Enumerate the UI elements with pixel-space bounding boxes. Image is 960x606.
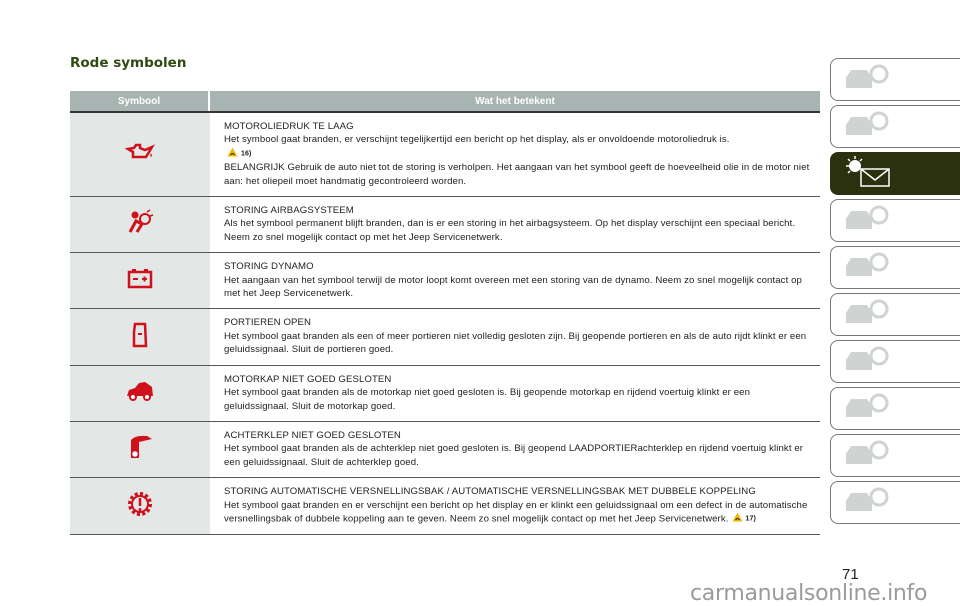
warning-heading: PORTIEREN OPEN xyxy=(224,317,312,329)
warning-reference[interactable]: 16) xyxy=(241,150,252,158)
warning-heading: MOTORKAP NIET GOED GESLOTEN xyxy=(224,373,392,385)
table-row xyxy=(70,309,820,365)
chapter-tab[interactable] xyxy=(830,293,960,336)
warning-reference[interactable]: 17) xyxy=(745,515,756,523)
chapter-tabs xyxy=(830,58,960,528)
description-cell xyxy=(210,309,820,364)
warning-text: Het symbool gaat branden, er verschijnt tegelijkertijd een bericht op het display, als er onvoldoende motoroliedruk is. xyxy=(224,134,730,146)
table-row xyxy=(70,366,820,422)
warning-text: Het symbool gaat branden en er verschijnt een bericht op het display en er klinkt een geluidssignaal om een defect in de automatische versnellingsbak of dubbele koppeling aan te geven. Neem zo snel mogelijk contact op met het Jeep Servicenetwerk. xyxy=(224,499,808,525)
warning-triangle-icon xyxy=(732,512,743,526)
warning-heading: STORING AUTOMATISCHE VERSNELLINGSBAK / AUTOMATISCHE VERSNELLINGSBAK MET DUBBELE KOPPELING xyxy=(224,486,756,498)
warning-text: Als het symbool permanent blijft branden, dan is er een storing in het airbagsysteem. Op het display verschijnt een speciaal bericht. Neem zo snel mogelijk contact op met het Jeep Servicenetwerk. xyxy=(224,218,796,243)
warning-text: Het symbool gaat branden als de motorkap niet goed gesloten is. Bij geopende motorkap en rijdend voertuig klinkt er een geluidssignaal. Sluit de motorkap goed. xyxy=(224,387,751,412)
table-row xyxy=(70,422,820,478)
symbol-cell xyxy=(70,478,210,534)
description-cell xyxy=(210,422,820,477)
table-row xyxy=(70,478,820,535)
transmission-fault-icon xyxy=(125,489,155,524)
chapter-tab[interactable] xyxy=(830,199,960,242)
warning-heading: STORING AIRBAGSYSTEEM xyxy=(224,205,354,217)
warning-reference-line xyxy=(224,147,814,161)
index-search-icon xyxy=(843,483,893,522)
symbol-table xyxy=(70,91,820,535)
seat-airbag-icon xyxy=(843,201,893,240)
page-number: 71 xyxy=(842,566,859,583)
warning-text: Het symbool gaat branden als een of meer portieren niet volledig gesloten zijn. Bij geopende portieren en als de auto rijdt klinkt er een geluidssignaal. Sluit de portieren goed. xyxy=(224,330,807,356)
symbol-cell xyxy=(70,113,210,196)
description-cell xyxy=(210,478,820,534)
warning-text: Het symbool gaat branden als de achterklep niet goed gesloten is. Bij geopend LAADPORTIERachterklep en rijdend voertuig klinkt er een geluidssignaal. Sluit de achterklep goed. xyxy=(224,443,804,468)
symbol-cell xyxy=(70,422,210,477)
chapter-tab[interactable] xyxy=(830,340,960,383)
chapter-tab[interactable] xyxy=(830,246,960,289)
watermark: carmanualsonline.info xyxy=(690,581,928,606)
warning-triangle-icon xyxy=(227,147,238,161)
warning-heading: STORING DYNAMO xyxy=(224,261,314,273)
description-cell xyxy=(210,197,820,252)
list-gears-icon xyxy=(843,389,893,428)
chapter-tab[interactable] xyxy=(830,58,960,101)
chapter-tab[interactable] xyxy=(830,387,960,430)
warning-light-message-icon xyxy=(843,154,893,193)
table-row xyxy=(70,253,820,309)
media-navigation-icon xyxy=(843,436,893,475)
description-cell xyxy=(210,253,820,308)
hood-open-icon xyxy=(125,376,155,411)
header-symbol: Symbool xyxy=(70,91,210,111)
symbol-cell xyxy=(70,366,210,421)
door-open-icon xyxy=(125,320,155,355)
warning-text: Het aangaan van het symbool terwijl de motor loopt komt overeen met een storing van de dynamo. Neem zo snel mogelijk contact op met het Jeep Servicenetwerk. xyxy=(224,274,802,300)
battery-icon xyxy=(125,263,155,298)
chapter-tab[interactable] xyxy=(830,105,960,148)
tailgate-open-icon xyxy=(125,432,155,467)
chapter-tab[interactable] xyxy=(830,152,960,195)
table-row xyxy=(70,197,820,253)
key-steering-wheel-icon xyxy=(843,248,893,287)
symbol-cell xyxy=(70,197,210,252)
warning-heading: ACHTERKLEP NIET GOED GESLOTEN xyxy=(224,429,401,441)
important-note: BELANGRIJK Gebruik de auto niet tot de storing is verholpen. Het aangaan van het symbool geeft de hoeveelheid olie in de motor niet aan: het oliepeil moet handmatig gecontroleerd worden. xyxy=(224,162,810,187)
oil-can-icon xyxy=(125,137,155,172)
header-meaning: Wat het betekent xyxy=(475,95,555,107)
car-info-icon xyxy=(843,107,893,146)
table-header xyxy=(70,91,820,113)
table-body xyxy=(70,113,820,535)
symbol-cell xyxy=(70,309,210,364)
table-row xyxy=(70,113,820,197)
chapter-tab[interactable] xyxy=(830,434,960,477)
symbol-cell xyxy=(70,253,210,308)
warning-heading: MOTOROLIEDRUK TE LAAG xyxy=(224,121,354,132)
car-search-icon xyxy=(843,60,893,99)
car-warning-triangle-icon xyxy=(843,295,893,334)
chapter-tab[interactable] xyxy=(830,481,960,524)
airbag-icon xyxy=(125,207,155,242)
section-title: Rode symbolen xyxy=(70,55,187,71)
description-cell xyxy=(210,113,820,196)
car-wrench-icon xyxy=(843,342,893,381)
description-cell xyxy=(210,366,820,421)
